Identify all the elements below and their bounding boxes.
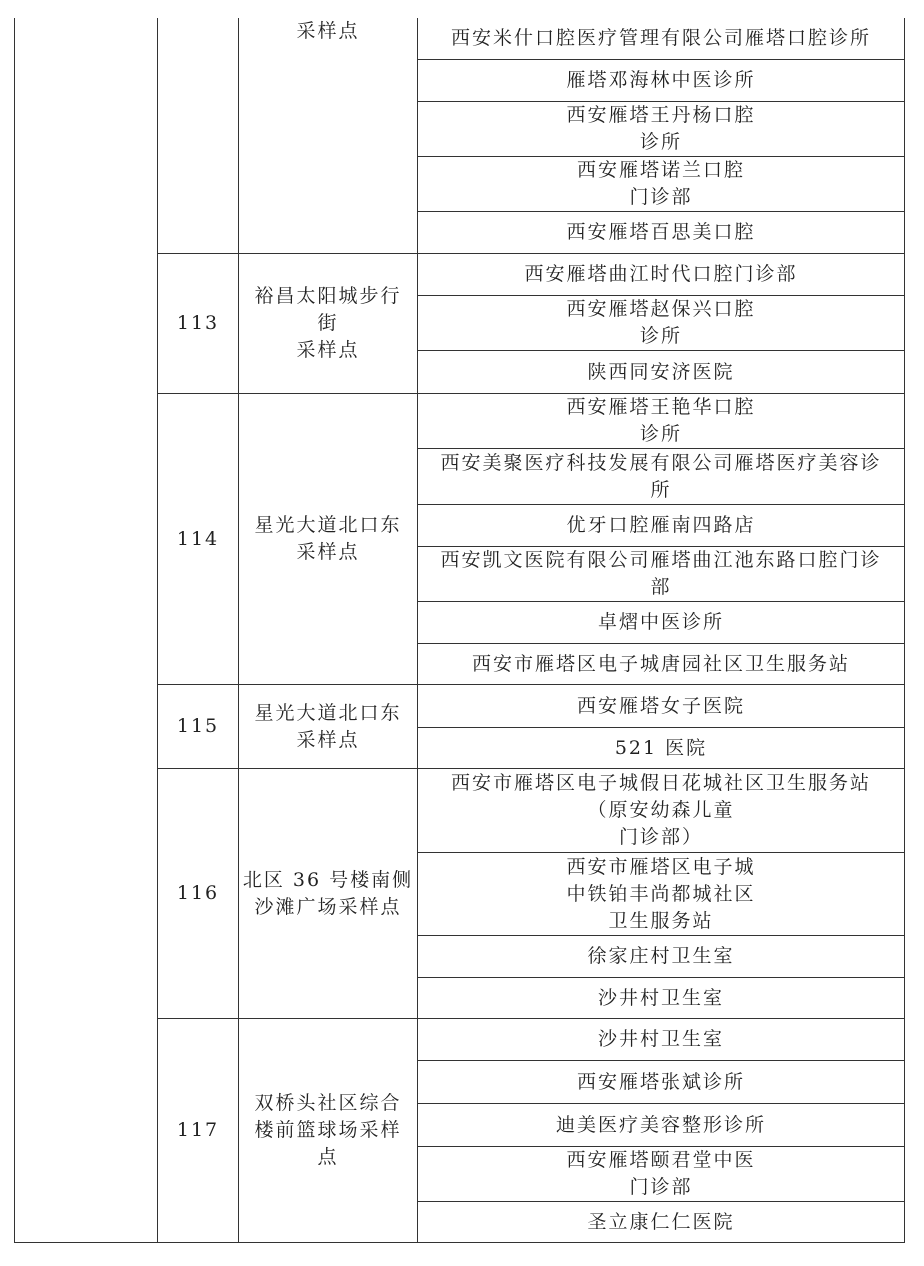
row-number: 113 [176,312,220,334]
institution-cell: 西安雁塔颐君堂中医 门诊部 [566,1149,756,1198]
site-name: 北区 36 号楼南侧 沙滩广场采样点 [242,868,414,918]
institution-cell: 西安雁塔曲江时代口腔门诊部 [524,263,798,285]
institution-cell: 西安雁塔女子医院 [576,694,745,717]
table-border-bottom [14,1242,905,1243]
institution-cell: 优牙口腔雁南四路店 [566,514,756,536]
table-border-right [904,18,905,1243]
institution-cell: 西安雁塔王丹杨口腔 诊所 [566,104,756,153]
institution-cell: 西安市雁塔区电子城唐园社区卫生服务站 [471,652,850,675]
table-border-left [14,18,15,1243]
site-name: 星光大道北口东 采样点 [254,514,402,563]
row-number: 117 [176,1119,220,1141]
site-name: 双桥头社区综合 楼前篮球场采样 点 [254,1092,402,1168]
row-number: 116 [176,882,220,904]
institution-cell: 迪美医疗美容整形诊所 [555,1113,766,1136]
institution-cell: 西安美聚医疗科技发展有限公司雁塔医疗美容诊 所 [440,451,882,501]
institution-cell: 陕西同安济医院 [587,360,735,383]
site-name-continued: 采样点 [296,20,360,42]
institution-cell: 沙井村卫生室 [597,986,724,1009]
row-number: 115 [176,715,220,737]
site-name: 星光大道北口东 采样点 [254,701,402,751]
institution-cell: 雁塔邓海林中医诊所 [566,69,756,91]
institution-cell: 西安雁塔赵保兴口腔 诊所 [566,298,756,347]
institution-cell: 西安市雁塔区电子城假日花城社区卫生服务站 （原安幼森儿童 门诊部） [450,772,871,848]
institution-cell: 西安雁塔诺兰口腔 门诊部 [576,159,745,208]
institution-cell: 521 医院 [614,736,708,759]
institution-cell: 西安凯文医院有限公司雁塔曲江池东路口腔门诊 部 [440,549,882,598]
institution-cell: 西安雁塔百思美口腔 [566,221,756,243]
institution-cell: 西安米什口腔医疗管理有限公司雁塔口腔诊所 [450,27,871,49]
institution-cell: 圣立康仁仁医院 [587,1210,735,1233]
institution-cell: 沙井村卫生室 [597,1028,724,1050]
institution-cell: 西安雁塔张斌诊所 [576,1070,745,1093]
row-number: 114 [176,527,220,550]
site-name: 裕昌太阳城步行 街 采样点 [254,285,402,361]
institution-cell: 徐家庄村卫生室 [587,945,735,967]
institution-cell: 西安雁塔王艳华口腔 诊所 [566,396,756,445]
institution-cell: 卓熠中医诊所 [597,611,724,633]
institution-cell: 西安市雁塔区电子城 中铁铂丰尚都城社区 卫生服务站 [566,855,756,932]
